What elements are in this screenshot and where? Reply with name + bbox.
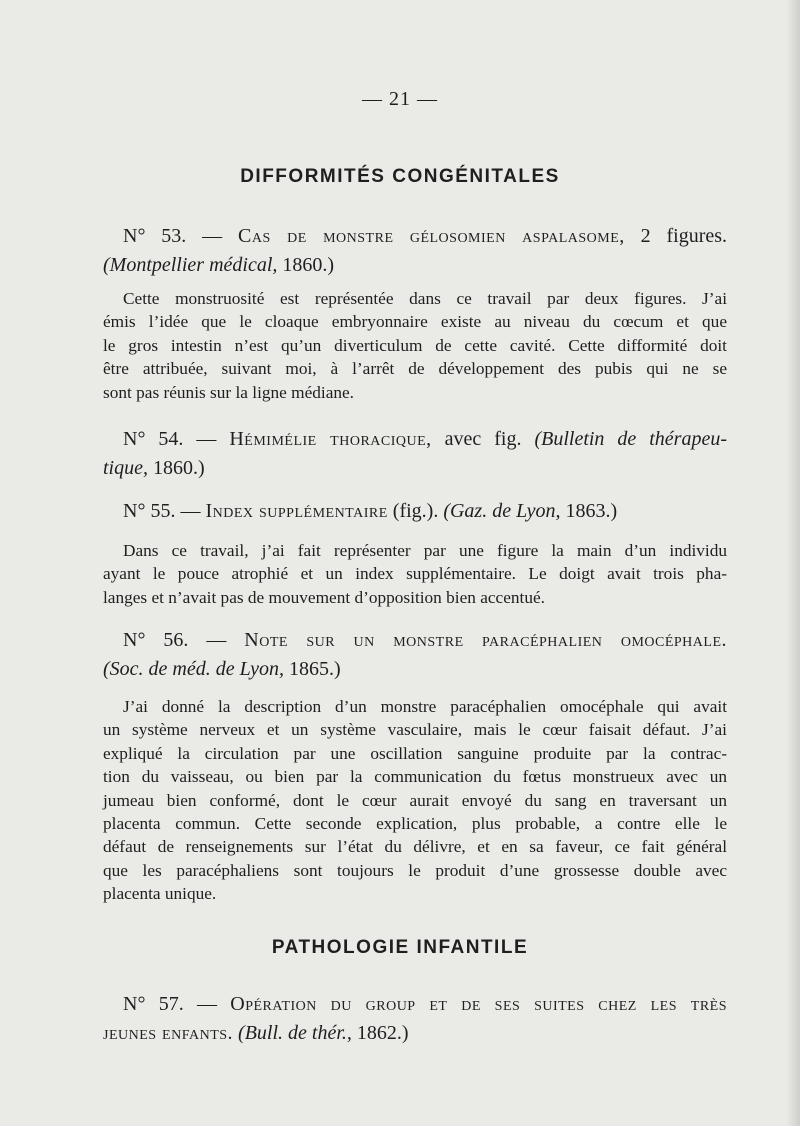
entry-56-year: 1865.)	[289, 658, 341, 680]
entry-53-number: N° 53. —	[123, 225, 223, 247]
entry-55-source: (Gaz. de Lyon,	[443, 500, 561, 522]
entry-56-number: N° 56. —	[123, 629, 227, 651]
entry-57-title-cont: jeunes enfants.	[103, 1022, 234, 1044]
text-line: expliqué la circulation par une oscillation sanguine produite par la contrac-	[103, 743, 727, 763]
entry-53-source: (Montpellier médical,	[103, 254, 278, 276]
entry-57-number: N° 57. —	[123, 993, 217, 1015]
entry-57-title: Opération du group et de ses suites chez les très	[230, 993, 727, 1015]
text-line: tion du vaisseau, ou bien par la communication du fœtus monstrueux avec un	[103, 767, 727, 787]
paragraph-56	[103, 695, 727, 906]
entry-57-source: (Bull. de thér.,	[238, 1022, 352, 1044]
entry-55	[103, 497, 727, 526]
entry-54-title: Hémimélie thoracique,	[229, 428, 432, 450]
text-line: J’ai donné la description d’un monstre paracéphalien omocéphale qui avait	[123, 697, 727, 716]
text-line: jumeau bien conformé, dont le cœur aurait envoyé du sang en traversant un	[103, 790, 727, 810]
text-line: sont pas réunis sur la ligne médiane.	[103, 382, 355, 402]
entry-55-year: 1863.)	[565, 500, 618, 522]
text-line: placenta unique.	[103, 884, 217, 904]
text-line: Dans ce travail, j’ai fait représenter par une figure la main d’un individu	[123, 541, 727, 560]
entry-54-source: (Bulletin de thérapeu-	[534, 428, 727, 450]
entry-54-source-cont: tique,	[103, 457, 148, 479]
text-line: le gros intestin n’est qu’un diverticulum de cette cavité. Cette difformité doit	[103, 335, 727, 355]
text-line: Cette monstruosité est représentée dans ce travail par deux figures. J’ai	[123, 289, 727, 308]
entry-57	[103, 990, 727, 1048]
entry-53-year: 1860.)	[282, 254, 335, 276]
entry-55-number: N° 55. —	[123, 500, 201, 522]
section-heading-pathology: PATHOLOGIE INFANTILE	[271, 937, 529, 958]
entry-54-year: 1860.)	[153, 457, 205, 479]
text-line: défaut de renseignements sur l’état du délivre, et en sa faveur, ce fait général	[103, 837, 727, 857]
text-line: un système nerveux et un système vasculaire, mais le cœur faisait défaut. J’ai	[103, 720, 727, 740]
text-line: être attribuée, suivant moi, à l’arrêt de développement des pubis qui ne se	[103, 359, 727, 379]
entry-55-title: Index supplémentaire	[205, 500, 388, 522]
entry-54-figure-note: avec fig.	[444, 428, 522, 450]
entry-53	[103, 222, 727, 280]
entry-55-figure-note: (fig.).	[392, 500, 439, 522]
entry-56	[103, 626, 727, 684]
section-heading-deformities: DIFFORMITÉS CONGÉNITALES	[240, 166, 560, 187]
text-line: ayant le pouce atrophié et un index supplémentaire. Le doigt avait trois pha-	[103, 564, 727, 584]
entry-56-title: Note sur un monstre paracéphalien omocéphale.	[244, 629, 727, 651]
text-line: émis l’idée que le cloaque embryonnaire existe au niveau du cœcum et que	[103, 312, 727, 332]
page-number: — 21 —	[362, 88, 438, 110]
entry-53-figures: 2 figures.	[640, 225, 728, 247]
entry-56-source: (Soc. de méd. de Lyon,	[103, 658, 285, 680]
entry-53-title: Cas de monstre gélosomien aspalasome,	[238, 225, 625, 247]
entry-57-year: 1862.)	[356, 1022, 409, 1044]
text-line: langes et n’avait pas de mouvement d’opposition bien accentué.	[103, 587, 545, 607]
text-line: placenta commun. Cette seconde explication, plus probable, a contre elle le	[103, 814, 727, 834]
text-line: que les paracéphaliens sont toujours le produit d’une grossesse double avec	[103, 860, 727, 880]
paragraph-55	[103, 539, 727, 609]
entry-54	[103, 425, 727, 483]
paragraph-53	[103, 287, 727, 404]
entry-54-number: N° 54. —	[123, 428, 217, 450]
